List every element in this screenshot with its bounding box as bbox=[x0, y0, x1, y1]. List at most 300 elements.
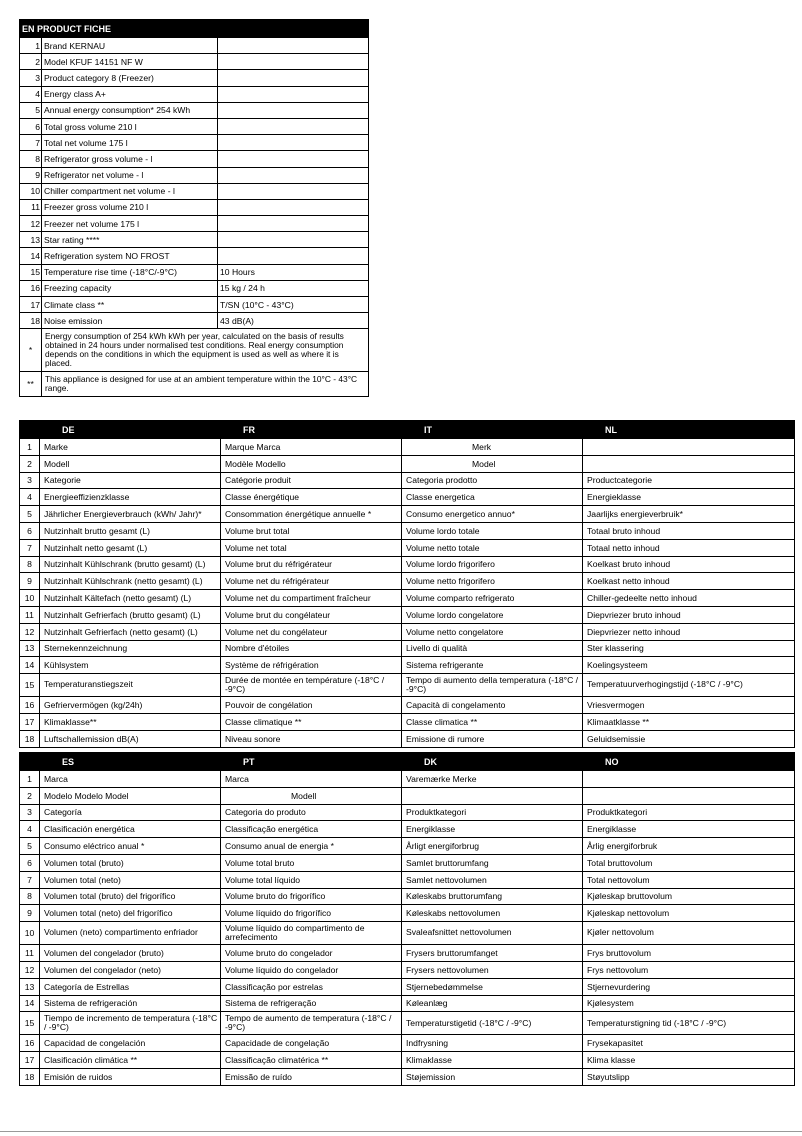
table-cell: Energiklasse bbox=[402, 821, 583, 838]
row-number: 11 bbox=[20, 199, 42, 215]
table-cell: Nutzinhalt Kühlschrank (brutto gesamt) (L) bbox=[40, 556, 221, 573]
table-cell: Emissão de ruído bbox=[221, 1068, 402, 1085]
table-row bbox=[20, 945, 795, 962]
table-cell: Classe climatique ** bbox=[221, 713, 402, 730]
table-cell: Sistema refrigerante bbox=[402, 657, 583, 674]
table-cell: Nombre d'étoiles bbox=[221, 640, 402, 657]
row-number: 18 bbox=[20, 730, 40, 747]
row-number: 8 bbox=[20, 888, 40, 905]
table-cell: Volumen del congelador (neto) bbox=[40, 961, 221, 978]
row-number: 17 bbox=[20, 297, 42, 313]
table-row bbox=[20, 472, 795, 489]
row-label: Freezer gross volume 210 l bbox=[42, 199, 218, 215]
table-cell: Koelkast bruto inhoud bbox=[583, 556, 795, 573]
table-row bbox=[20, 771, 795, 788]
table-row bbox=[20, 439, 795, 456]
table-cell: Volume brut du congélateur bbox=[221, 606, 402, 623]
row-number: 17 bbox=[20, 1052, 40, 1069]
table-cell: Energieeffizienzklasse bbox=[40, 489, 221, 506]
en-row bbox=[20, 232, 369, 248]
table-cell: Stjernebedømmelse bbox=[402, 978, 583, 995]
table-cell: Jaarlijks energieverbruik* bbox=[583, 506, 795, 523]
table-cell: Classificação por estrelas bbox=[221, 978, 402, 995]
table-cell: Kjøler nettovolum bbox=[583, 922, 795, 945]
table-cell: Luftschallemission dB(A) bbox=[40, 730, 221, 747]
row-value: T/SN (10°C - 43°C) bbox=[218, 297, 369, 313]
table-row bbox=[20, 539, 795, 556]
table-cell: Modelo Modelo Model bbox=[40, 787, 221, 804]
table-cell: Årlig energiforbruk bbox=[583, 838, 795, 855]
row-number: 10 bbox=[20, 590, 40, 607]
row-label: Chiller compartment net volume - l bbox=[42, 183, 218, 199]
table-cell: Ster klassering bbox=[583, 640, 795, 657]
row-number: 2 bbox=[20, 455, 40, 472]
table-cell: Volume lordo congelatore bbox=[402, 606, 583, 623]
table-cell: Indfrysning bbox=[402, 1035, 583, 1052]
table-row bbox=[20, 623, 795, 640]
table-cell: Categoria do produto bbox=[221, 804, 402, 821]
table-cell: Nutzinhalt Kühlschrank (netto gesamt) (L) bbox=[40, 573, 221, 590]
row-label: Temperature rise time (-18°C/-9°C) bbox=[42, 264, 218, 280]
t1-header-it: IT bbox=[402, 421, 583, 439]
table-row bbox=[20, 1068, 795, 1085]
row-label: Model KFUF 14151 NF W bbox=[42, 54, 218, 70]
table-cell: Køleskabs nettovolumen bbox=[402, 905, 583, 922]
table-cell: Frys bruttovolum bbox=[583, 945, 795, 962]
table-cell: Productcategorie bbox=[583, 472, 795, 489]
table-row bbox=[20, 506, 795, 523]
row-value bbox=[218, 151, 369, 167]
table-cell: Vriesvermogen bbox=[583, 697, 795, 714]
table-cell: Volumen total (bruto) del frigorífico bbox=[40, 888, 221, 905]
table-cell: Frysers nettovolumen bbox=[402, 961, 583, 978]
table-cell: Temperaturstigetid (-18°C / -9°C) bbox=[402, 1012, 583, 1035]
table-cell: Merk bbox=[402, 439, 583, 456]
row-number: 9 bbox=[20, 905, 40, 922]
en-row bbox=[20, 216, 369, 232]
table-cell: Volume brut du réfrigérateur bbox=[221, 556, 402, 573]
table-cell: Total nettovolum bbox=[583, 871, 795, 888]
table-row bbox=[20, 787, 795, 804]
table-row bbox=[20, 730, 795, 747]
row-number: 3 bbox=[20, 472, 40, 489]
table-cell: Volume bruto do congelador bbox=[221, 945, 402, 962]
table-row bbox=[20, 804, 795, 821]
row-number: 15 bbox=[20, 674, 40, 697]
table-cell: Sternekennzeichnung bbox=[40, 640, 221, 657]
note-text: Energy consumption of 254 kWh kWh per year, calculated on the basis of results obtained in 24 hours under normalised test conditions. Real energy consumption depends on the conditions in which the equipment is used as well as where it is placed. bbox=[42, 329, 369, 372]
table-row bbox=[20, 888, 795, 905]
table-cell: Classificação climatérica ** bbox=[221, 1052, 402, 1069]
row-number: 16 bbox=[20, 1035, 40, 1052]
table-cell: Volume líquido do frigorífico bbox=[221, 905, 402, 922]
row-number: 8 bbox=[20, 151, 42, 167]
table-cell: Diepvriezer bruto inhoud bbox=[583, 606, 795, 623]
table-cell: Samlet bruttorumfang bbox=[402, 854, 583, 871]
table-cell: Nutzinhalt Kältefach (netto gesamt) (L) bbox=[40, 590, 221, 607]
t1-header-fr: FR bbox=[221, 421, 402, 439]
table-cell: Nutzinhalt brutto gesamt (L) bbox=[40, 522, 221, 539]
table-cell: Volume net total bbox=[221, 539, 402, 556]
row-label: Product category 8 (Freezer) bbox=[42, 70, 218, 86]
table-cell: Volume líquido do congelador bbox=[221, 961, 402, 978]
table-cell: Stjernevurdering bbox=[583, 978, 795, 995]
table-cell: Capacidade de congelação bbox=[221, 1035, 402, 1052]
table-cell: Varemærke Merke bbox=[402, 771, 583, 788]
table-cell: Køleanlæg bbox=[402, 995, 583, 1012]
en-note-row bbox=[20, 329, 369, 372]
table-cell: Energieklasse bbox=[583, 489, 795, 506]
table-cell: Capacità di congelamento bbox=[402, 697, 583, 714]
table-cell: Categoria prodotto bbox=[402, 472, 583, 489]
row-value bbox=[218, 232, 369, 248]
en-row bbox=[20, 264, 369, 280]
table-cell: Volumen total (neto) bbox=[40, 871, 221, 888]
table-cell: Årligt energiforbrug bbox=[402, 838, 583, 855]
t1-header-nl: NL bbox=[583, 421, 795, 439]
row-number: 2 bbox=[20, 787, 40, 804]
table-cell: Klimaklasse bbox=[402, 1052, 583, 1069]
row-label: Energy class A+ bbox=[42, 86, 218, 102]
table-cell: Svaleafsnittet nettovolumen bbox=[402, 922, 583, 945]
row-value bbox=[218, 118, 369, 134]
multilang-table-es-pt-dk-no bbox=[19, 752, 795, 1086]
en-row bbox=[20, 248, 369, 264]
table-cell: Volume netto totale bbox=[402, 539, 583, 556]
table-cell: Volumen del congelador (bruto) bbox=[40, 945, 221, 962]
row-number: 5 bbox=[20, 102, 42, 118]
table-cell: Volume comparto refrigerato bbox=[402, 590, 583, 607]
row-number: 11 bbox=[20, 945, 40, 962]
table-row bbox=[20, 713, 795, 730]
table-cell: Modell bbox=[40, 455, 221, 472]
row-number: 15 bbox=[20, 264, 42, 280]
row-number: 6 bbox=[20, 118, 42, 134]
en-row bbox=[20, 38, 369, 54]
row-label: Refrigerator net volume - l bbox=[42, 167, 218, 183]
table-row bbox=[20, 640, 795, 657]
row-number: 12 bbox=[20, 961, 40, 978]
table-cell bbox=[583, 455, 795, 472]
row-number: 6 bbox=[20, 854, 40, 871]
t1-header-de: DE bbox=[40, 421, 221, 439]
en-row bbox=[20, 151, 369, 167]
table-cell: Diepvriezer netto inhoud bbox=[583, 623, 795, 640]
table-cell: Consumo energetico annuo* bbox=[402, 506, 583, 523]
row-number: 2 bbox=[20, 54, 42, 70]
en-row bbox=[20, 102, 369, 118]
table-cell: Produktkategori bbox=[402, 804, 583, 821]
table-cell: Temperaturanstiegszeit bbox=[40, 674, 221, 697]
row-value bbox=[218, 216, 369, 232]
row-number: 16 bbox=[20, 280, 42, 296]
table-cell: Koelkast netto inhoud bbox=[583, 573, 795, 590]
table-cell: Kjøleskap nettovolum bbox=[583, 905, 795, 922]
table-cell: Klimaklasse** bbox=[40, 713, 221, 730]
row-number: 17 bbox=[20, 713, 40, 730]
table-row bbox=[20, 1012, 795, 1035]
table-row bbox=[20, 657, 795, 674]
en-product-fiche-table bbox=[19, 19, 369, 397]
table-cell: Modell bbox=[221, 787, 402, 804]
row-number: 14 bbox=[20, 248, 42, 264]
table-cell: Frysers bruttorumfanget bbox=[402, 945, 583, 962]
row-value bbox=[218, 102, 369, 118]
table-cell: Volume net du congélateur bbox=[221, 623, 402, 640]
row-number: 15 bbox=[20, 1012, 40, 1035]
table-cell: Volume bruto do frigorífico bbox=[221, 888, 402, 905]
table-cell bbox=[402, 787, 583, 804]
table-cell: Catégorie produit bbox=[221, 472, 402, 489]
table-cell bbox=[583, 771, 795, 788]
table-cell: Køleskabs bruttorumfang bbox=[402, 888, 583, 905]
table-cell: Geluidsemissie bbox=[583, 730, 795, 747]
table-cell: Volume net du compartiment fraîcheur bbox=[221, 590, 402, 607]
en-row bbox=[20, 118, 369, 134]
row-label: Freezing capacity bbox=[42, 280, 218, 296]
table-cell: Consumo eléctrico anual * bbox=[40, 838, 221, 855]
table-cell: Volumen (neto) compartimento enfriador bbox=[40, 922, 221, 945]
table-cell: Støjemission bbox=[402, 1068, 583, 1085]
row-label: Total net volume 175 l bbox=[42, 135, 218, 151]
row-number: 16 bbox=[20, 697, 40, 714]
row-number: 10 bbox=[20, 922, 40, 945]
table-cell: Model bbox=[402, 455, 583, 472]
table-row bbox=[20, 674, 795, 697]
row-number: 9 bbox=[20, 167, 42, 183]
table-row bbox=[20, 522, 795, 539]
row-value: 15 kg / 24 h bbox=[218, 280, 369, 296]
table-row bbox=[20, 821, 795, 838]
row-number: 9 bbox=[20, 573, 40, 590]
row-label: Total gross volume 210 l bbox=[42, 118, 218, 134]
table-cell: Kjølesystem bbox=[583, 995, 795, 1012]
row-number: 4 bbox=[20, 489, 40, 506]
row-label: Noise emission bbox=[42, 313, 218, 329]
bottom-rule bbox=[0, 1131, 802, 1132]
table-cell: Consommation énergétique annuelle * bbox=[221, 506, 402, 523]
row-number: 18 bbox=[20, 313, 42, 329]
t1-header-row bbox=[20, 421, 795, 439]
table-cell: Total bruttovolum bbox=[583, 854, 795, 871]
row-number: 7 bbox=[20, 871, 40, 888]
table-cell: Categoría bbox=[40, 804, 221, 821]
table-cell: Gefriervermögen (kg/24h) bbox=[40, 697, 221, 714]
table-cell: Classe energetica bbox=[402, 489, 583, 506]
row-label: Brand KERNAU bbox=[42, 38, 218, 54]
table-cell: Nutzinhalt netto gesamt (L) bbox=[40, 539, 221, 556]
table-cell: Volume lordo frigorifero bbox=[402, 556, 583, 573]
en-row bbox=[20, 167, 369, 183]
table-cell: Koelingsysteem bbox=[583, 657, 795, 674]
t2-header-blank bbox=[20, 753, 40, 771]
table-cell: Consumo anual de energia * bbox=[221, 838, 402, 855]
table-cell: Emissione di rumore bbox=[402, 730, 583, 747]
en-row bbox=[20, 135, 369, 151]
table-cell: Categoría de Estrellas bbox=[40, 978, 221, 995]
table-cell: Produktkategori bbox=[583, 804, 795, 821]
row-value bbox=[218, 248, 369, 264]
row-label: Freezer net volume 175 l bbox=[42, 216, 218, 232]
table-cell: Classificação energética bbox=[221, 821, 402, 838]
table-cell: Klimaatklasse ** bbox=[583, 713, 795, 730]
table-cell: Sistema de refrigeración bbox=[40, 995, 221, 1012]
table-cell: Totaal bruto inhoud bbox=[583, 522, 795, 539]
row-value bbox=[218, 70, 369, 86]
table-cell: Nutzinhalt Gefrierfach (netto gesamt) (L) bbox=[40, 623, 221, 640]
table-cell: Marca bbox=[221, 771, 402, 788]
table-row bbox=[20, 922, 795, 945]
row-number: 7 bbox=[20, 539, 40, 556]
table-cell: Temperaturstigning tid (-18°C / -9°C) bbox=[583, 1012, 795, 1035]
table-cell: Kategorie bbox=[40, 472, 221, 489]
table-cell: Classe énergétique bbox=[221, 489, 402, 506]
table-cell: Volume net du réfrigérateur bbox=[221, 573, 402, 590]
en-note-row bbox=[20, 372, 369, 397]
table-row bbox=[20, 697, 795, 714]
table-cell: Støyutslipp bbox=[583, 1068, 795, 1085]
row-label: Refrigerator gross volume - l bbox=[42, 151, 218, 167]
table-row bbox=[20, 455, 795, 472]
table-cell: Marque Marca bbox=[221, 439, 402, 456]
table-cell: Tempo di aumento della temperatura (-18°C / -9°C) bbox=[402, 674, 583, 697]
t2-header-es: ES bbox=[40, 753, 221, 771]
table-cell: Volumen total (bruto) bbox=[40, 854, 221, 871]
table-cell: Volume brut total bbox=[221, 522, 402, 539]
table-row bbox=[20, 854, 795, 871]
table-cell bbox=[583, 787, 795, 804]
row-number: 8 bbox=[20, 556, 40, 573]
t2-header-no: NO bbox=[583, 753, 795, 771]
table-cell: Durée de montée en température (-18°C / -9°C) bbox=[221, 674, 402, 697]
table-cell: Energiklasse bbox=[583, 821, 795, 838]
row-label: Refrigeration system NO FROST bbox=[42, 248, 218, 264]
table-cell: Livello di qualità bbox=[402, 640, 583, 657]
en-header: EN PRODUCT FICHE bbox=[20, 20, 369, 38]
row-number: 4 bbox=[20, 821, 40, 838]
table-cell: Sistema de refrigeração bbox=[221, 995, 402, 1012]
table-cell bbox=[583, 439, 795, 456]
row-number: 1 bbox=[20, 38, 42, 54]
en-row bbox=[20, 70, 369, 86]
table-cell: Chiller-gedeelte netto inhoud bbox=[583, 590, 795, 607]
table-cell: Tempo de aumento de temperatura (-18°C / -9°C) bbox=[221, 1012, 402, 1035]
row-number: 13 bbox=[20, 232, 42, 248]
table-cell: Volume netto congelatore bbox=[402, 623, 583, 640]
row-value bbox=[218, 54, 369, 70]
table-cell: Système de réfrigération bbox=[221, 657, 402, 674]
table-row bbox=[20, 1052, 795, 1069]
row-value: 10 Hours bbox=[218, 264, 369, 280]
row-number: 11 bbox=[20, 606, 40, 623]
table-cell: Frys nettovolum bbox=[583, 961, 795, 978]
table-cell: Volume líquido do compartimento de arrefecimento bbox=[221, 922, 402, 945]
table-cell: Nutzinhalt Gefrierfach (brutto gesamt) (L) bbox=[40, 606, 221, 623]
table-cell: Marke bbox=[40, 439, 221, 456]
table-row bbox=[20, 838, 795, 855]
table-cell: Volume total bruto bbox=[221, 854, 402, 871]
table-cell: Tiempo de incremento de temperatura (-18°C / -9°C) bbox=[40, 1012, 221, 1035]
table-cell: Clasificación climática ** bbox=[40, 1052, 221, 1069]
table-cell: Volume total líquido bbox=[221, 871, 402, 888]
table-cell: Samlet nettovolumen bbox=[402, 871, 583, 888]
en-row bbox=[20, 297, 369, 313]
row-number: 13 bbox=[20, 978, 40, 995]
row-value: 43 dB(A) bbox=[218, 313, 369, 329]
row-value bbox=[218, 183, 369, 199]
row-number: 12 bbox=[20, 216, 42, 232]
table-cell: Classe climatica ** bbox=[402, 713, 583, 730]
t2-header-dk: DK bbox=[402, 753, 583, 771]
en-row bbox=[20, 313, 369, 329]
table-row bbox=[20, 606, 795, 623]
en-row bbox=[20, 86, 369, 102]
table-cell: Capacidad de congelación bbox=[40, 1035, 221, 1052]
t2-header-pt: PT bbox=[221, 753, 402, 771]
table-cell: Jährlicher Energieverbrauch (kWh/ Jahr)* bbox=[40, 506, 221, 523]
table-cell: Modèle Modello bbox=[221, 455, 402, 472]
row-number: 12 bbox=[20, 623, 40, 640]
table-row bbox=[20, 961, 795, 978]
table-row bbox=[20, 978, 795, 995]
row-label: Climate class ** bbox=[42, 297, 218, 313]
table-cell: Volume netto frigorifero bbox=[402, 573, 583, 590]
table-row bbox=[20, 489, 795, 506]
table-cell: Pouvoir de congélation bbox=[221, 697, 402, 714]
en-header-row bbox=[20, 20, 369, 38]
row-number: 4 bbox=[20, 86, 42, 102]
en-row bbox=[20, 199, 369, 215]
row-number: 13 bbox=[20, 640, 40, 657]
table-cell: Frysekapasitet bbox=[583, 1035, 795, 1052]
row-number: 1 bbox=[20, 771, 40, 788]
table-cell: Emisión de ruidos bbox=[40, 1068, 221, 1085]
row-label: Annual energy consumption* 254 kWh bbox=[42, 102, 218, 118]
table-row bbox=[20, 1035, 795, 1052]
row-number: 18 bbox=[20, 1068, 40, 1085]
table-cell: Volumen total (neto) del frigorífico bbox=[40, 905, 221, 922]
table-row bbox=[20, 590, 795, 607]
table-cell: Klima klasse bbox=[583, 1052, 795, 1069]
row-value bbox=[218, 38, 369, 54]
en-row bbox=[20, 280, 369, 296]
row-number: 14 bbox=[20, 995, 40, 1012]
table-cell: Temperatuurverhogingstijd (-18°C / -9°C) bbox=[583, 674, 795, 697]
table-row bbox=[20, 871, 795, 888]
en-row bbox=[20, 183, 369, 199]
multilang-table-de-fr-it-nl bbox=[19, 420, 795, 748]
table-cell: Kühlsystem bbox=[40, 657, 221, 674]
table-cell: Volume lordo totale bbox=[402, 522, 583, 539]
row-number: 3 bbox=[20, 804, 40, 821]
row-number: 10 bbox=[20, 183, 42, 199]
row-value bbox=[218, 167, 369, 183]
table-row bbox=[20, 905, 795, 922]
table-row bbox=[20, 556, 795, 573]
row-value bbox=[218, 135, 369, 151]
row-number: 3 bbox=[20, 70, 42, 86]
row-number: 6 bbox=[20, 522, 40, 539]
table-cell: Kjøleskap bruttovolum bbox=[583, 888, 795, 905]
row-value bbox=[218, 199, 369, 215]
row-number: 5 bbox=[20, 838, 40, 855]
table-cell: Totaal netto inhoud bbox=[583, 539, 795, 556]
row-number: 14 bbox=[20, 657, 40, 674]
note-mark: * bbox=[20, 329, 42, 372]
table-row bbox=[20, 995, 795, 1012]
row-value bbox=[218, 86, 369, 102]
table-cell: Clasificación energética bbox=[40, 821, 221, 838]
